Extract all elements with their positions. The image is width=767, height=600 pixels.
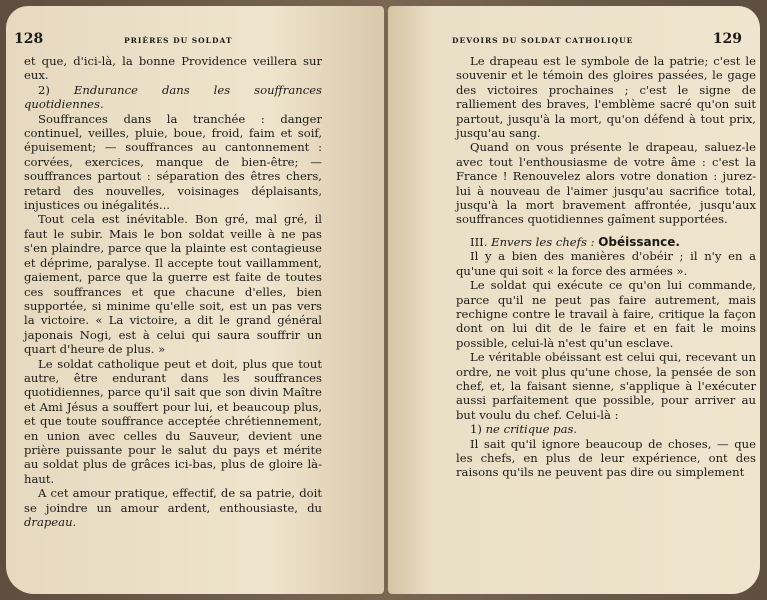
paragraph: Le véritable obéissant est celui qui, recevant un ordre, ne voit plus qu'une chose, la pensée de son chef, et, la faisant sienne, s'applique à l'exécuter aussi parfaitement que possible, pour arriver au but voulu du chef. Celui-là : bbox=[456, 350, 756, 422]
paragraph: Le drapeau est le symbole de la patrie; c'est le souvenir et le témoin des gloires passées, le gage des victoires prochaines ; c'est le signe de ralliement des braves, l'emblème sacré qu'on suit partout, jusqu'à la mort, qu'on défend à tout prix, jusqu'au sang. bbox=[456, 54, 756, 141]
left-page bbox=[6, 6, 384, 594]
paragraph: Quand on vous présente le drapeau, saluez-le avec tout l'enthousiasme de votre âme : c'est la France ! Renouvelez alors votre donation : jurez-lui à nouveau de l'aimer jusqu'au sacrifice total, jusqu'à la mort bravement affrontée, jusqu'aux souffrances quotidiennes gaîment supportées. bbox=[456, 140, 756, 227]
page-body bbox=[24, 54, 322, 529]
italic-word: drapeau. bbox=[24, 515, 77, 529]
paragraph: Souffrances dans la tranchée : danger continuel, veilles, pluie, boue, froid, faim et soif, épuisement; — souffrances au cantonnement : corvées, exercices, manque de bien-être; — souffrances partout : séparation des êtres chers, retard des nouvelles, voisinages déplaisants, injustices ou inégalités... bbox=[24, 111, 322, 213]
paragraph: et que, d'ici-là, la bonne Providence veillera sur eux. bbox=[24, 54, 322, 83]
paragraph: Il sait qu'il ignore beaucoup de choses, — que les chefs, en plus de leur expérience, ont des raisons qu'ils ne peuvent pas dire ou simplement bbox=[456, 436, 756, 480]
paragraph-text: A cet amour pratique, effectif, de sa patrie, doit se joindre un amour ardent, enthousiaste, du bbox=[24, 486, 322, 515]
section-number: III. bbox=[470, 234, 488, 249]
paragraph: Il y a bien des manières d'obéir ; il n'y en a qu'une qui soit « la force des armées ». bbox=[456, 249, 756, 278]
section-heading bbox=[456, 235, 756, 249]
section-heading bbox=[24, 83, 322, 112]
running-title: PRIÈRES DU SOLDAT bbox=[124, 36, 233, 45]
page-number: 129 bbox=[712, 31, 742, 47]
paragraph: Le soldat qui exécute ce qu'on lui commande, parce qu'il ne peut pas faire autrement, mais rechigne contre le travail à faire, critique la façon dont on lui dit de le faire et en fait le moins possible, celui-là n'est qu'un esclave. bbox=[456, 278, 756, 350]
paragraph: Le soldat catholique peut et doit, plus que tout autre, être endurant dans les souffrances quotidiennes, parce qu'il sait que son divin Maître et Ami Jésus a souffert pour lui, et beaucoup plus, et que toute souffrance acceptée chrétiennement, en union avec celles du Sauveur, devient une prière puissante pour le salut du pays et mérite au soldat plus de grâces ici-bas, plus de gloire là-haut. bbox=[24, 356, 322, 486]
paragraph: Tout cela est inévitable. Bon gré, mal gré, il faut le subir. Mais le bon soldat veille à ne pas s'en plaindre, parce que la plainte est contagieuse et déprime, paralyse. Il accepte tout vaillamment, gaiement, parce que la guerre est faite de toutes ces souffrances et que chacune d'elles, bien supportée, si minime qu'elle soit, est un pas vers la victoire. « La victoire, a dit le grand général japonais Nogi, est à celui qui saura souffrir un quart d'heure de plus. » bbox=[24, 212, 322, 357]
subsection-title: ne critique pas. bbox=[485, 422, 578, 437]
right-page bbox=[388, 6, 760, 594]
section-title: Envers les chefs : bbox=[491, 234, 595, 249]
subsection-number: 1) bbox=[470, 422, 482, 437]
section-number: 2) bbox=[38, 82, 50, 97]
page-number: 128 bbox=[14, 31, 44, 47]
section-title: Endurance dans les souffrances quotidiennes. bbox=[24, 82, 323, 112]
section-bold-title: Obéissance. bbox=[598, 234, 680, 249]
paragraph bbox=[24, 486, 322, 529]
running-title: DEVOIRS DU SOLDAT CATHOLIQUE bbox=[452, 36, 634, 45]
subsection-heading bbox=[456, 422, 756, 436]
page-body bbox=[456, 54, 756, 480]
